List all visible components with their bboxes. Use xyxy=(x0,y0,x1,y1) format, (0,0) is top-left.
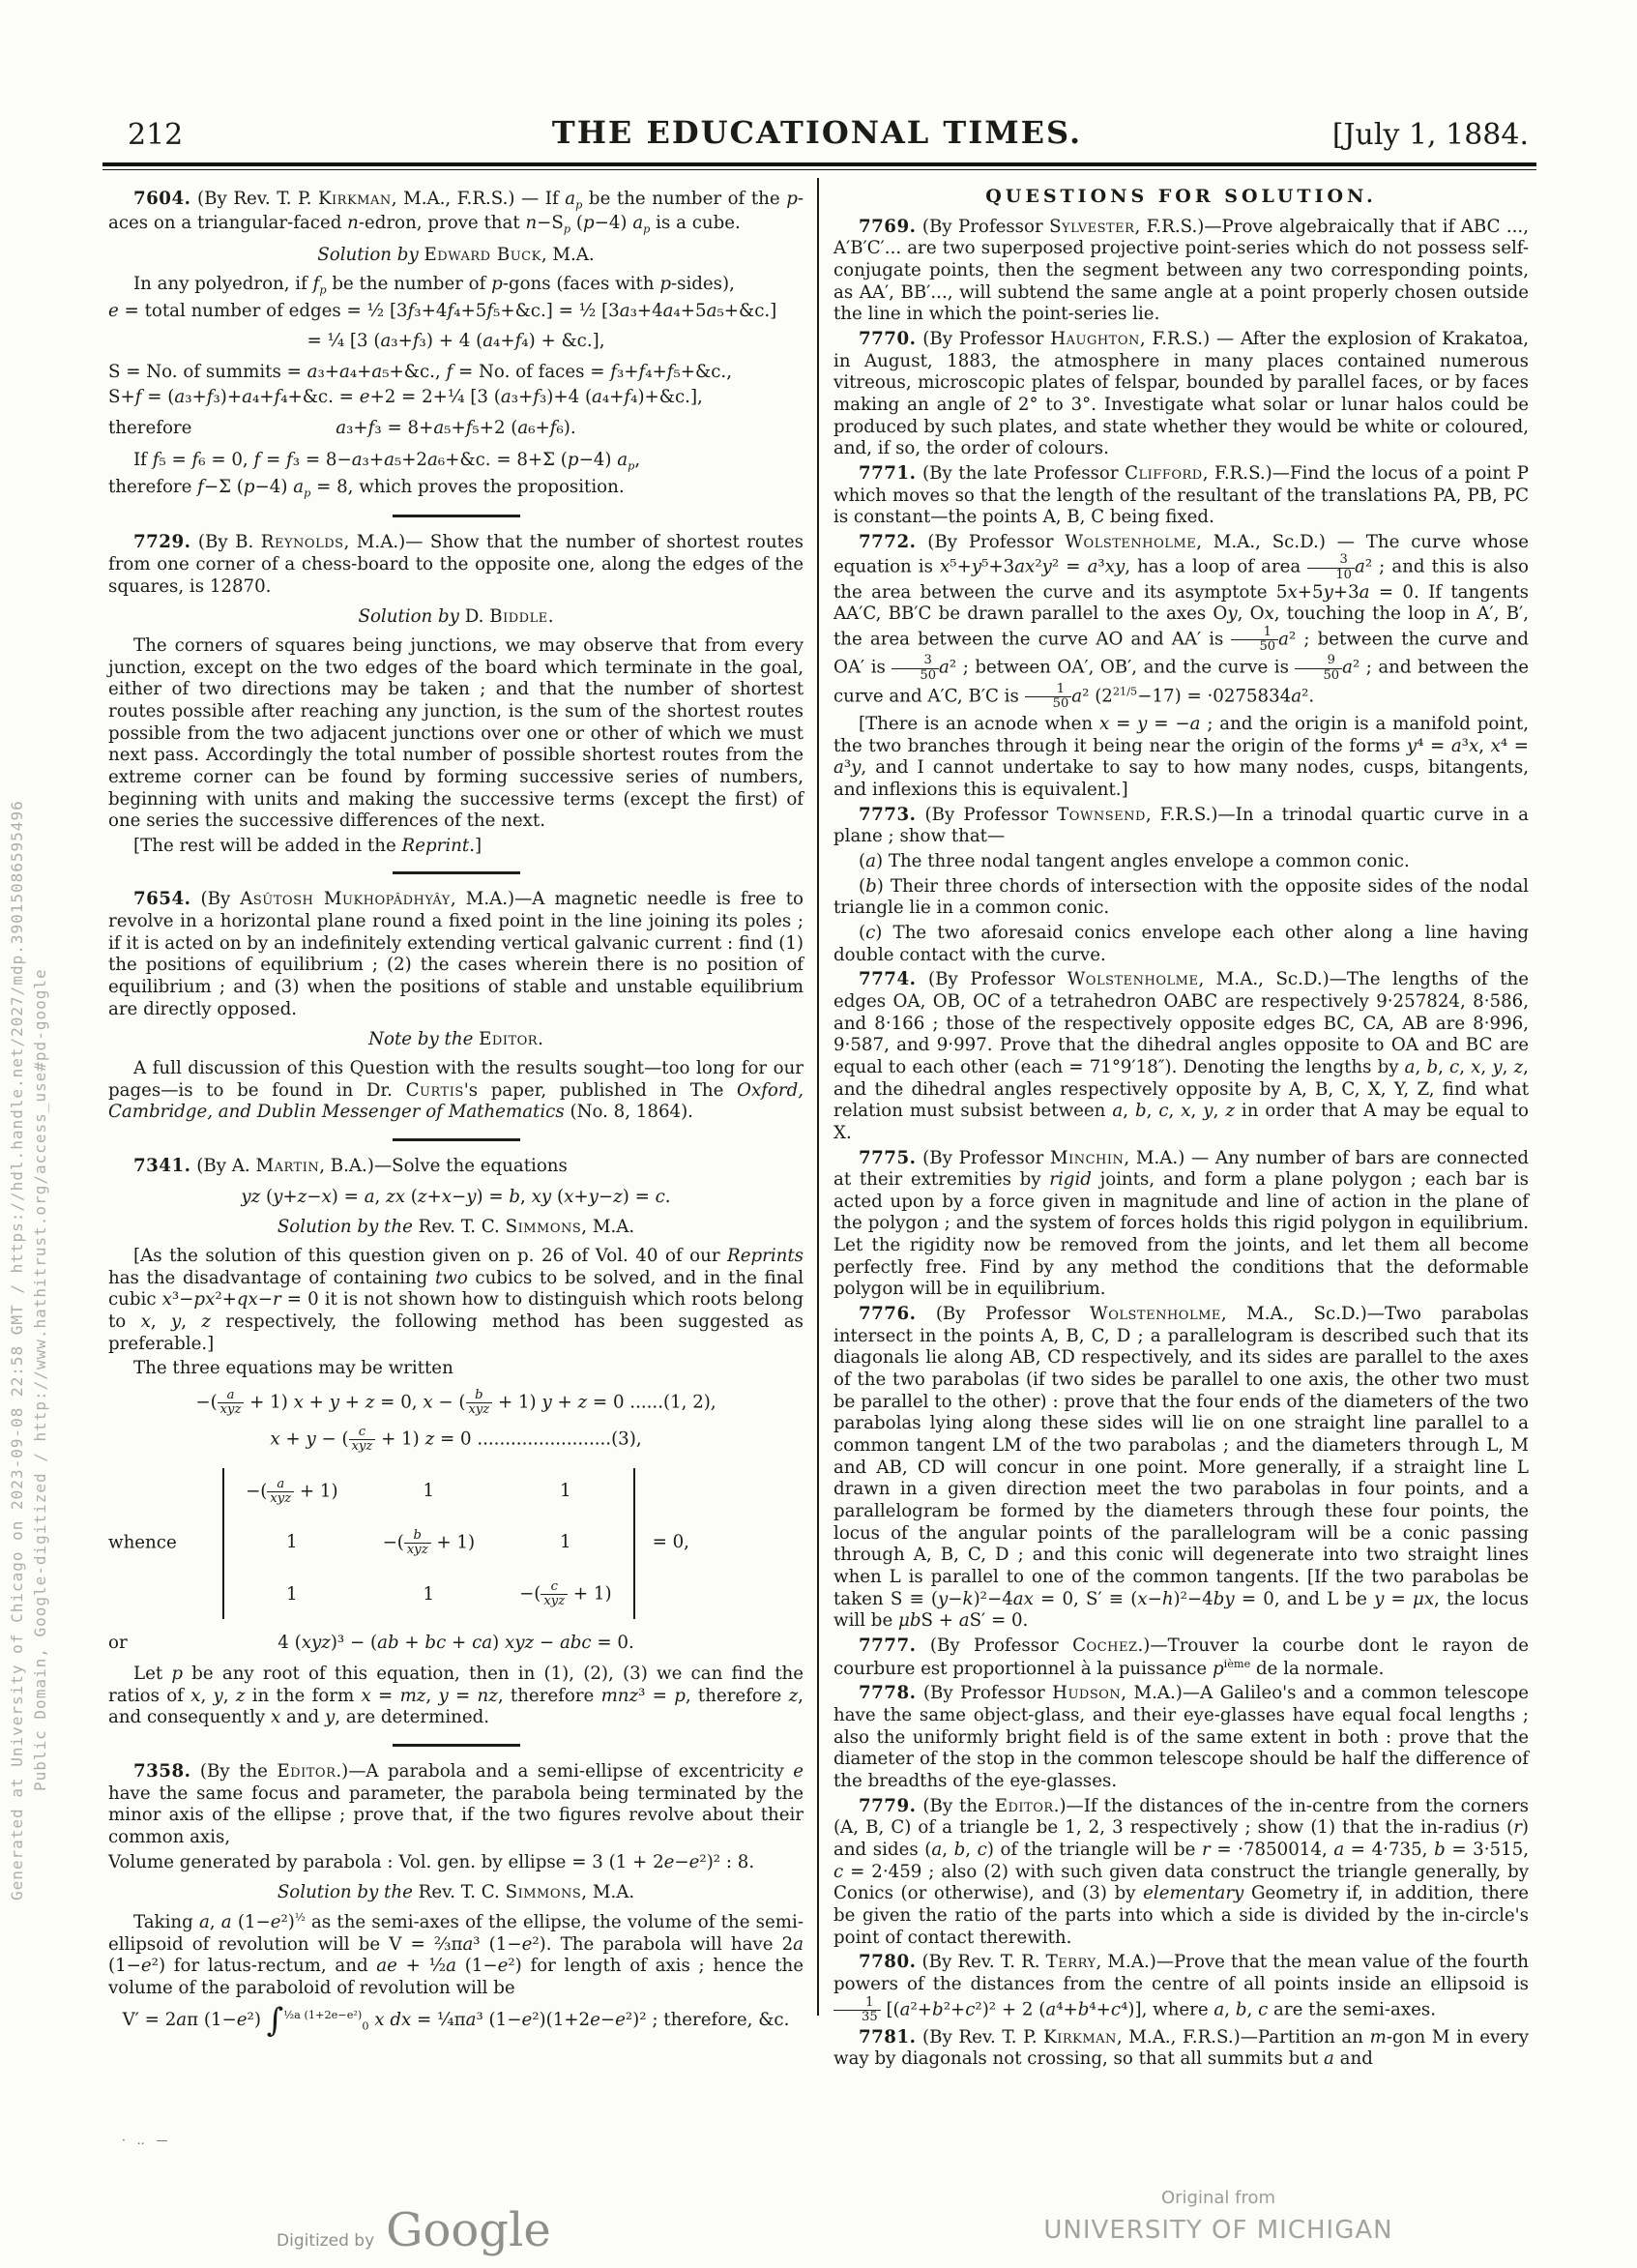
problem-number: 7771. xyxy=(859,462,917,484)
problem-number: 7781. xyxy=(859,2026,917,2047)
fraction: c xyz xyxy=(541,1580,568,1608)
paragraph: therefore f−Σ (p−4) $a_p = 8$, which proves the proposition. xyxy=(108,476,625,500)
problem-number: 7772. xyxy=(859,531,917,552)
fraction: $\frac{1}{50}$ xyxy=(1025,683,1072,711)
math-label: whence xyxy=(108,1532,177,1553)
page-number: 212 xyxy=(128,118,184,152)
fraction: a xyz xyxy=(218,1389,245,1417)
fraction: c xyz xyxy=(349,1426,376,1454)
original-from xyxy=(1025,2188,1412,2245)
digitized-by xyxy=(277,2203,551,2257)
paragraph: 7358. (By the Editor.)—A parabola and a semi-ellipse of excentricity e have the same focus and parameter, the parabola being terminated by the minor axis of the ellipse ; prove that, if the two figures revolve about their common axis, xyxy=(108,1761,804,1848)
google-logo: Google xyxy=(386,2203,551,2257)
paragraph: (c) The two aforesaid conics envelope each other along a line having double contact with the curve. xyxy=(833,922,1529,965)
problem-number: 7769. xyxy=(859,216,917,237)
paragraph: 7769. (By Professor Sylvester, F.R.S.)—Prove algebraically that if ABC ..., A′B′C′... are two superposed projective point-series which do not possess self-conjugate points, then the segment between any two corresponding points, as AA′, BB′..., will subtend the same angle at a point properly chosen outside the line in which the point-series lie. xyxy=(833,216,1529,325)
problem-number: 7775. xyxy=(859,1147,917,1168)
byline-heading: Solution by the Rev. T. C. Simmons, M.A. xyxy=(277,1882,635,1903)
problem-number: 7770. xyxy=(859,328,917,349)
determinant-matrix xyxy=(222,1468,635,1619)
paragraph: (a) The three nodal tangent angles envelope a common conic. xyxy=(859,850,1410,871)
fraction: b xyz xyxy=(466,1389,493,1417)
matrix-cell: −( b xyz + 1) xyxy=(382,1527,476,1558)
math-line: V′ = 2aπ (1−e²) ∫$^{\frac{1}{2}a (1+2e-e^2)}_0$ x dx = ¼πa³ (1−e²)(1+2e−e²)² ; therefore, &c. xyxy=(122,2000,790,2039)
matrix-cell: −( c xyz + 1) xyxy=(519,1579,612,1609)
math-line xyxy=(108,1633,804,1655)
fraction: a xyz xyxy=(267,1478,294,1506)
paragraph: 7773. (By Professor Townsend, F.R.S.)—In a trinodal quartic curve in a plane ; show that— xyxy=(833,804,1529,847)
paragraph: 7777. (By Professor Cochez.)—Trouver la courbe dont le rayon de courbure est proportionnel à la puissance $p^{ième}$ de la normale. xyxy=(833,1635,1529,1679)
paragraph: 7772. (By Professor Wolstenholme, M.A., Sc.D.) — The curve whose equation is x⁵+y⁵+3ax²y² = a³xy, has a loop of area $\frac{3}{10}$ a² ; and this is also the area between the curve and its asymptote 5x+5y+3a = 0. If tangents AA′C, BB′C be drawn parallel to the axes Oy, Ox, touching the loop in A′, B′, the area between the curve AO and AA′ is $\frac{1}{50}$ a² ; between the curve and OA′ is $\frac{3}{50}$ a² ; between OA′, OB′, and the curve is $\frac{9}{50}$ a² ; and between the curve and A′C, B′C is $\frac{1}{50}$ a² $(2^{21/5}-17) = \cdot 0275834a^2$. xyxy=(833,531,1530,711)
paragraph: Taking a, a $(1-e^2)^{\frac{1}{2}}$ as the semi-axes of the ellipse, the volume of the semi-ellipsoid of revolution will be V = ⅔πa³ (1−e²). The parabola will have 2a (1−e²) for latus-rectum, and ae + ½a (1−e²) for length of axis ; hence the volume of the paraboloid of revolution will be xyxy=(108,1911,804,1999)
paragraph: 7341. (By A. Martin, B.A.)—Solve the equations xyxy=(133,1156,568,1177)
problem-number: 7604. xyxy=(133,189,191,209)
math-line xyxy=(108,418,804,440)
fraction: $\frac{3}{10}$ xyxy=(1307,553,1355,581)
math-label: therefore xyxy=(108,418,192,439)
matrix-cell: 1 xyxy=(423,1480,435,1501)
math-line: yz (y+z−x) = a, zx (z+x−y) = b, xy (x+y−z) = c. xyxy=(241,1186,671,1207)
paragraph: 7776. (By Professor Wolstenholme, M.A., Sc.D.)—Two parabolas intersect in the points A, B, C, D ; a parallelogram is described such that its diagonals lie along AB, CD respectively, and its sides are parallel to the axes of the two parabolas (if two sides be parallel to one axis, the other two must be parallel to the other) : prove that the four ends of the diameters of the two parabolas lying along these sides will lie on one straight line parallel to a common tangent LM of the two parabolas ; and the diameters through L, M and AB, CD will concur in one point. More generally, if a straight line L drawn in a given direction meet the two parabolas in four points, and a parallelogram be formed by the diameters through these four points, the locus of the angular points of the parallelogram will be a conic passing through A, B, C, D ; and this conic will degenerate into two straight lines when L is parallel to one of the common tangents. [If the two parabolas be taken S ≡ (y−k)²−4ax = 0, S′ ≡ (x−h)²−4by = 0, and L be y = μx, the locus will be μbS + aS′ = 0. xyxy=(833,1304,1529,1632)
paragraph: The corners of squares being junctions, we may observe that from every junction, except on the two edges of the board which terminate in the goal, either of two directions may be taken ; and that the number of shortest routes possible after reaching any junction, is the sum of the shortest routes possible from the two adjacent junctions over one or other of which we must next pass. Accordingly the total number of possible shortest routes from the extreme corner can be found by forming successive series of numbers, beginning with units and making the successive terms (except the first) of one series the successive differences of the next. xyxy=(108,634,804,832)
byline-heading: Solution by D. Biddle. xyxy=(358,606,554,628)
paragraph: [As the solution of this question given on p. 26 of Vol. 40 of our Reprints has the disadvantage of containing two cubics to be solved, and in the final cubic x³−px²+qx−r = 0 it is not shown how to distinguish which roots belong to x, y, z respectively, the following method has been suggested as preferable.] xyxy=(108,1246,804,1354)
paragraph: (b) Their three chords of intersection with the opposite sides of the nodal triangle lie in a common conic. xyxy=(833,875,1529,919)
problem-number: 7780. xyxy=(859,1952,917,1973)
paragraph: e = total number of edges = ½ [3f₃+4f₄+5f₅+&c.] = ½ [3a₃+4a₄+5a₅+&c.] xyxy=(108,300,777,321)
matrix-cell: 1 xyxy=(286,1583,298,1605)
paragraph: 7781. (By Rev. T. P. Kirkman, M.A., F.R.S.)—Partition an m-gon M in every way by diagonals not crossing, so that all summits but a and xyxy=(833,2026,1529,2070)
paragraph: 7774. (By Professor Wolstenholme, M.A., Sc.D.)—The lengths of the edges OA, OB, OC of a tetrahedron OABC are respectively 9·257824, 8·586, and 8·166 ; those of the respectively opposite edges BC, CA, AB are 8·996, 9·587, and 9·997. Prove that the dihedral angles opposite to OA and BC are equal to each other (each = 71°9′18″). Denoting the lengths by a, b, c, x, y, z, and the dihedral angles respectively opposite by A, B, C, X, Y, Z, find what relation must subsist between a, b, c, x, y, z in order that A may be equal to X. xyxy=(833,969,1529,1143)
matrix-cell: 1 xyxy=(286,1532,298,1553)
paragraph: 7654. (By Asûtosh Mukhopâdhyây, M.A.)—A magnetic needle is free to revolve in a horizontal plane round a fixed point in the line joining its poles ; if it is acted on by an indefinitely extending vertical galvanic current : find (1) the positions of equilibrium ; (2) the cases wherein there is no position of equilibrium ; and (3) when the positions of stable and unstable equilibrium are directly opposed. xyxy=(108,889,804,1019)
paragraph: 7604. (By Rev. T. P. Kirkman, M.A., F.R.S.) — If $a_p$ be the number of the p-aces on a triangular-faced n-edron, prove that $n-S_p$ (p−4) $a_p$ is a cube. xyxy=(108,189,804,236)
fraction: $\frac{1}{50}$ xyxy=(1231,626,1278,654)
paragraph: 7729. (By B. Reynolds, M.A.)— Show that the number of shortest routes from one corner of a chess-board to the opposite one, along the edges of the squares, is 12870. xyxy=(108,532,804,597)
problem-number: 7729. xyxy=(133,532,191,553)
column-divider xyxy=(817,178,819,2016)
right-column xyxy=(833,186,1530,2070)
math-line: x + y − ( c xyz + 1) z = 0 ........................(3), xyxy=(270,1425,642,1455)
matrix-cell: 1 xyxy=(560,1532,571,1553)
institution-name: UNIVERSITY OF MICHIGAN xyxy=(1043,2216,1393,2245)
math-line: −( a xyz + 1) x + y + z = 0, x − ( b xyz + 1) y + z = 0 ......(1, 2), xyxy=(195,1387,716,1418)
problem-number: 7779. xyxy=(859,1795,917,1816)
paragraph: Let p be any root of this equation, then in (1), (2), (3) we can find the ratios of x, y, z in the form x = mz, y = nz, therefore mnz³ = p, therefore z, and consequently x and y, are determined. xyxy=(108,1664,804,1728)
fraction: $\frac{3}{50}$ xyxy=(892,654,939,682)
byline-heading: Solution by Edward Buck, M.A. xyxy=(317,245,595,266)
header-rule xyxy=(102,162,1536,170)
paragraph: [The rest will be added in the Reprint.] xyxy=(133,835,482,856)
problem-number: 7341. xyxy=(133,1156,191,1177)
section-separator xyxy=(393,515,520,517)
paragraph: A full discussion of this Question with the results sought—too long for our pages—is to be found in Dr. Curtis's paper, published in The Oxford, Cambridge, and Dublin Messenger of Mathematics (No. 8, 1864). xyxy=(108,1058,804,1123)
scan-artifact: · ‥ — xyxy=(122,2134,172,2147)
problem-number: 7774. xyxy=(859,969,917,990)
problem-number: 7358. xyxy=(133,1761,191,1782)
paragraph: In any polyedron, if $f_p$ be the number of p-gons (faces with p-sides), xyxy=(133,274,735,297)
math-line: = ¼ [3 (a₃+f₃) + 4 (a₄+f₄) + &c.], xyxy=(307,331,605,352)
problem-number: 7777. xyxy=(859,1635,917,1656)
margin-watermark-line2: Public Domain, Google-digitized / http://www.hathitrust.org/access_use#pd-google xyxy=(31,968,49,1791)
problem-number: 7773. xyxy=(859,804,917,825)
paragraph: S = No. of summits = a₃+a₄+a₅+&c., f = No. of faces = f₃+f₄+f₅+&c., xyxy=(108,361,732,382)
integral-sign: ∫ xyxy=(266,2000,284,2039)
margin-watermark-line1: Generated at University of Chicago on 2023-09-08 22:58 GMT / https://hdl.handle.net/2027/mdp.39015086595496 xyxy=(8,800,26,1900)
fraction: $\frac{9}{50}$ xyxy=(1295,654,1342,682)
paragraph: The three equations may be written xyxy=(133,1358,453,1379)
section-separator xyxy=(393,1744,520,1747)
paragraph: 7778. (By Professor Hudson, M.A.)—A Galileo's and a common telescope have the same object-glass, and their eye-glasses have equal focal lengths ; also the uniformly bright field is of the same extent in both : prove that the diameter of the stop in the common telescope should be half the difference of the breadths of the eye-glasses. xyxy=(833,1683,1529,1791)
problem-number: 7776. xyxy=(859,1304,917,1325)
byline-heading: Solution by the Rev. T. C. Simmons, M.A. xyxy=(277,1217,635,1238)
math-label: or xyxy=(108,1632,128,1653)
paragraph: 7780. (By Rev. T. R. Terry, M.A.)—Prove that the mean value of the fourth powers of the distances from the centre of all points inside an ellipsoid is $\frac{1}{35}$ [(a²+b²+c²)² + 2 (a⁴+b⁴+c⁴)], where a, b, c are the semi-axes. xyxy=(833,1952,1529,2024)
digitized-by-label: Digitized by xyxy=(277,2231,375,2251)
math-expression: 4 (xyz)³ − (ab + bc + ca) xyz − abc = 0. xyxy=(278,1632,634,1653)
paragraph: If f₅ = f₆ = 0, f = f₃ = 8−a₃+a₅+2a₆+&c. = 8+Σ (p−4) $a_p$, xyxy=(133,449,641,473)
fraction: b xyz xyxy=(404,1529,431,1557)
equation-rhs: = 0, xyxy=(652,1532,689,1553)
paragraph: 7775. (By Professor Minchin, M.A.) — Any number of bars are connected at their extremities by rigid joints, and form a plane polygon ; each bar is acted upon by a force given in magnitude and line of action in the plane of the polygon ; and the system of forces holds this rigid polygon in equilibrium. Let the rigidity now be removed from the joints, and let them all become perfectly free. Find by any method the conditions that the deformable polygon will be in equilibrium. xyxy=(833,1147,1529,1300)
page-title: THE EDUCATIONAL TIMES. xyxy=(551,114,1083,151)
problem-number: 7654. xyxy=(133,889,191,910)
section-separator xyxy=(393,871,520,874)
section-separator xyxy=(393,1138,520,1141)
paragraph: 7779. (By the Editor.)—If the distances of the in-centre from the corners (A, B, C) of a triangle be 1, 2, 3 respectively ; show (1) that the in-radius (r) and sides (a, b, c) of the triangle will be r = ·7850014, a = 4·735, b = 3·515, c = 2·459 ; also (2) with such given data construct the triangle generally, by Conics (or otherwise), and (3) by elementary Geometry if, in addition, there be given the ratio of the parts into which a side is divided by the in-circle's point of contact therewith. xyxy=(833,1795,1530,1948)
matrix-cell: −( a xyz + 1) xyxy=(246,1476,338,1506)
paragraph: S+f = (a₃+f₃)+a₄+f₄+&c. = e+2 = 2+¼ [3 (a₃+f₃)+4 (a₄+f₄)+&c.], xyxy=(108,386,703,407)
paragraph: Volume generated by parabola : Vol. gen. by ellipse = 3 (1 + 2e−e²)² : 8. xyxy=(108,1851,755,1872)
determinant-block xyxy=(108,1468,804,1619)
fraction: $\frac{1}{35}$ xyxy=(833,1996,881,2024)
page-date: [July 1, 1884. xyxy=(1331,118,1529,152)
problem-number: 7778. xyxy=(859,1683,917,1704)
original-from-label: Original from xyxy=(1160,2188,1276,2208)
math-expression: a₃+f₃ = 8+a₅+f₅+2 (a₆+f₆). xyxy=(336,418,576,439)
section-heading: QUESTIONS FOR SOLUTION. xyxy=(985,186,1377,207)
matrix-cell: 1 xyxy=(423,1583,435,1605)
left-column xyxy=(108,186,804,2039)
byline-heading: Note by the Editor. xyxy=(368,1029,543,1050)
paragraph: [There is an acnode when x = y = −a ; and the origin is a manifold point, the two branches through it being near the origin of the forms y⁴ = a³x, x⁴ = a³y, and I cannot undertake to say to how many nodes, cusps, bitangents, and inflexions this is equivalent.] xyxy=(833,714,1529,801)
matrix-cell: 1 xyxy=(560,1480,571,1501)
paragraph: 7770. (By Professor Haughton, F.R.S.) — After the explosion of Krakatoa, in August, 1883, the atmosphere in many places contained numerous vitreous, microscopic plates of felspar, bounded by parallel faces, or by faces making an angle of 2° to 3°. Investigate what solar or lunar halos could be produced by such plates, and state whether they would be white or coloured, and, if so, the order of colours. xyxy=(833,328,1529,459)
paragraph: 7771. (By the late Professor Clifford, F.R.S.)—Find the locus of a point P which moves so that the length of the resultant of the translations PA, PB, PC is constant—the points A, B, C being fixed. xyxy=(833,462,1529,528)
